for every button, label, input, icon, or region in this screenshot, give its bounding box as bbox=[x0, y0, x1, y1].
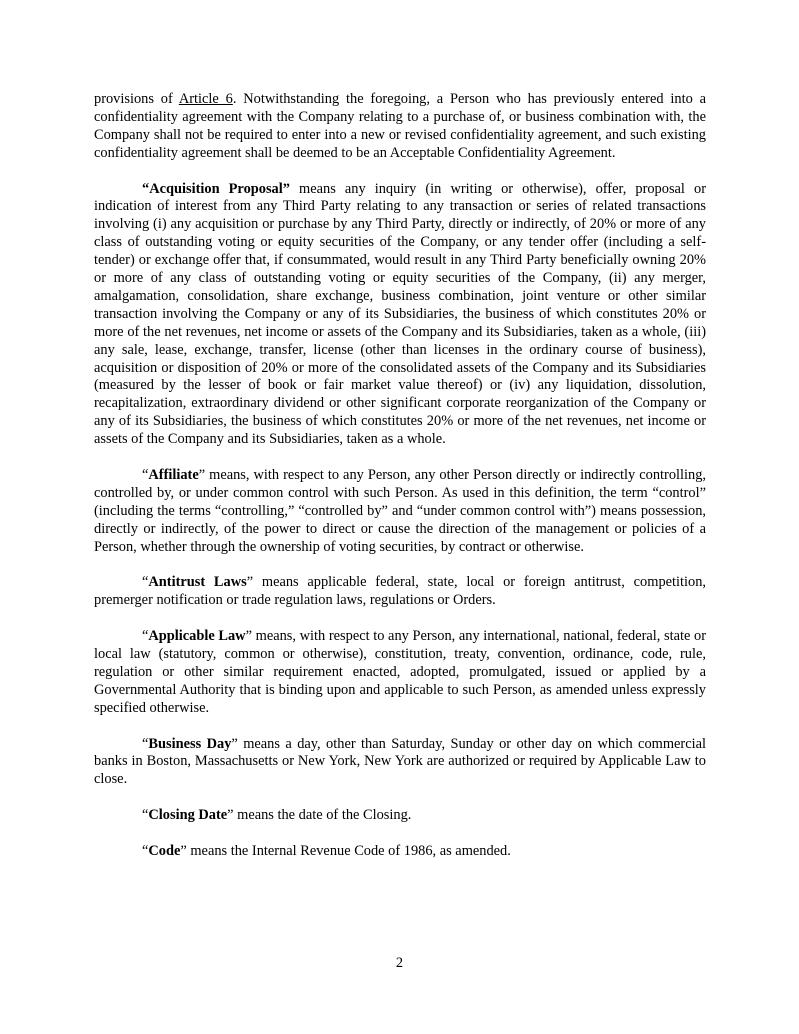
definition-body: means the date of the Closing. bbox=[233, 807, 412, 824]
definition-body: means, with respect to any Person, any international, national, federal, state or local law (statutory, common or otherwise), constitution, treaty, convention, ordinance, code, rule, regulation or other similar requirement enacted, adopted, promulgated, issued or applied by a Governmental Authority that is binding upon and applicable to such Person, as amended unless expressly specified otherwise. bbox=[94, 628, 707, 716]
definition-business-day: “Business Day” means a day, other than Saturday, Sunday or other day on which commercial banks in Boston, Massachusetts or New York, New York are authorized or required by Applicable Law to close. bbox=[94, 735, 706, 788]
document-body bbox=[94, 91, 706, 879]
definition-antitrust-laws: “Antitrust Laws” means applicable federal, state, local or foreign antitrust, competition, premerger notification or trade regulation laws, regulations or Orders. bbox=[94, 574, 707, 609]
definition-body: means a day, other than Saturday, Sunday or other day on which commercial banks in Boston, Massachusetts or New York, New York are authorized or required by Applicable Law to close. bbox=[94, 735, 706, 788]
intro-lead: provisions of bbox=[94, 91, 179, 107]
definition-affiliate: “Affiliate” means, with respect to any Person, any other Person directly or indirectly controlling, controlled by, or under common control with such Person. As used in this definition, the term “control” (including the terms “controlling,” “controlled by” and “under common control with”) means possession, directly or indirectly, of the power to direct or cause the direction of the management or policies of a Person, whether through the ownership of voting securities, by contract or otherwise. bbox=[94, 467, 706, 555]
definition-body: means, with respect to any Person, any other Person directly or indirectly controlling, controlled by, or under common control with such Person. As used in this definition, the term “control” (including the terms “controlling,” “controlled by” and “under common control with”) means possession, directly or indirectly, of the power to direct or cause the direction of the management or policies of a Person, whether through the ownership of voting securities, by contract or otherwise. bbox=[94, 467, 706, 555]
definition-term: Affiliate bbox=[148, 467, 199, 483]
page-number: 2 bbox=[395, 955, 404, 971]
article-6-reference: Article 6 bbox=[178, 91, 233, 107]
intro-paragraph bbox=[94, 91, 706, 163]
intro-rest: . Notwithstanding the foregoing, a Person who has previously entered into a confidentiality agreement with the Company relating to a purchase of, or business combination with, the Company shall not be required to enter into a new or revised confidentiality agreement, and such existing confidentiality agreement shall be deemed to be an Acceptable Confidentiality Agreement. bbox=[94, 91, 706, 161]
definition-body: means applicable federal, state, local or foreign antitrust, competition, premerger notification or trade regulation laws, regulations or Orders. bbox=[94, 574, 707, 609]
definition-term: Business Day bbox=[148, 735, 232, 752]
definition-applicable-law: “Applicable Law” means, with respect to any Person, any international, national, federal, state or local law (statutory, common or otherwise), constitution, treaty, convention, ordinance, code, rule, regulation or other similar requirement enacted, adopted, promulgated, issued or applied by a Governmental Authority that is binding upon and applicable to such Person, as amended unless expressly specified otherwise. bbox=[94, 628, 707, 716]
definition-body: means any inquiry (in writing or otherwise), offer, proposal or indication of interest from any Third Party relating to any transaction or series of related transactions involving (i) any acquisition or purchase by any Third Party, directly or indirectly, of 20% or more of any class of outstanding voting or equity securities of the Company, or any tender offer (including a self-tender) or exchange offer that, if consummated, would result in any Third Party beneficially owning 20% or more of any class of outstanding voting or equity securities of the Company, (ii) any merger, amalgamation, consolidation, share exchange, business combination, joint venture or other similar transaction involving the Company or any of its Subsidiaries, the business of which constitutes 20% or more of the net revenues, net income or assets of the Company and its Subsidiaries, taken as a whole, (iii) any sale, lease, exchange, transfer, license (other than licenses in the ordinary course of business), acquisition or disposition of 20% or more of the consolidated assets of the Company and its Subsidiaries (measured by the lesser of book or fair market value thereof) or (iv) any liquidation, dissolution, recapitalization, extraordinary dividend or other significant corporate reorganization of the Company or any of its Subsidiaries, the business of which constitutes 20% or more of the net revenues, net income or assets of the Company and its Subsidiaries, taken as a whole. bbox=[94, 180, 707, 448]
definition-term: Antitrust Laws bbox=[148, 574, 247, 591]
definition-code: “Code” means the Internal Revenue Code of 1986, as amended. bbox=[142, 842, 511, 859]
definition-closing-date: “Closing Date” means the date of the Closing. bbox=[142, 807, 412, 824]
definition-term: “Acquisition Proposal” bbox=[142, 180, 290, 197]
definition-body: means the Internal Revenue Code of 1986, as amended. bbox=[186, 842, 511, 859]
definition-term: Code bbox=[148, 842, 181, 859]
definition-term: Applicable Law bbox=[148, 628, 246, 645]
definition-acquisition-proposal bbox=[94, 181, 706, 450]
definition-term: Closing Date bbox=[148, 807, 228, 824]
